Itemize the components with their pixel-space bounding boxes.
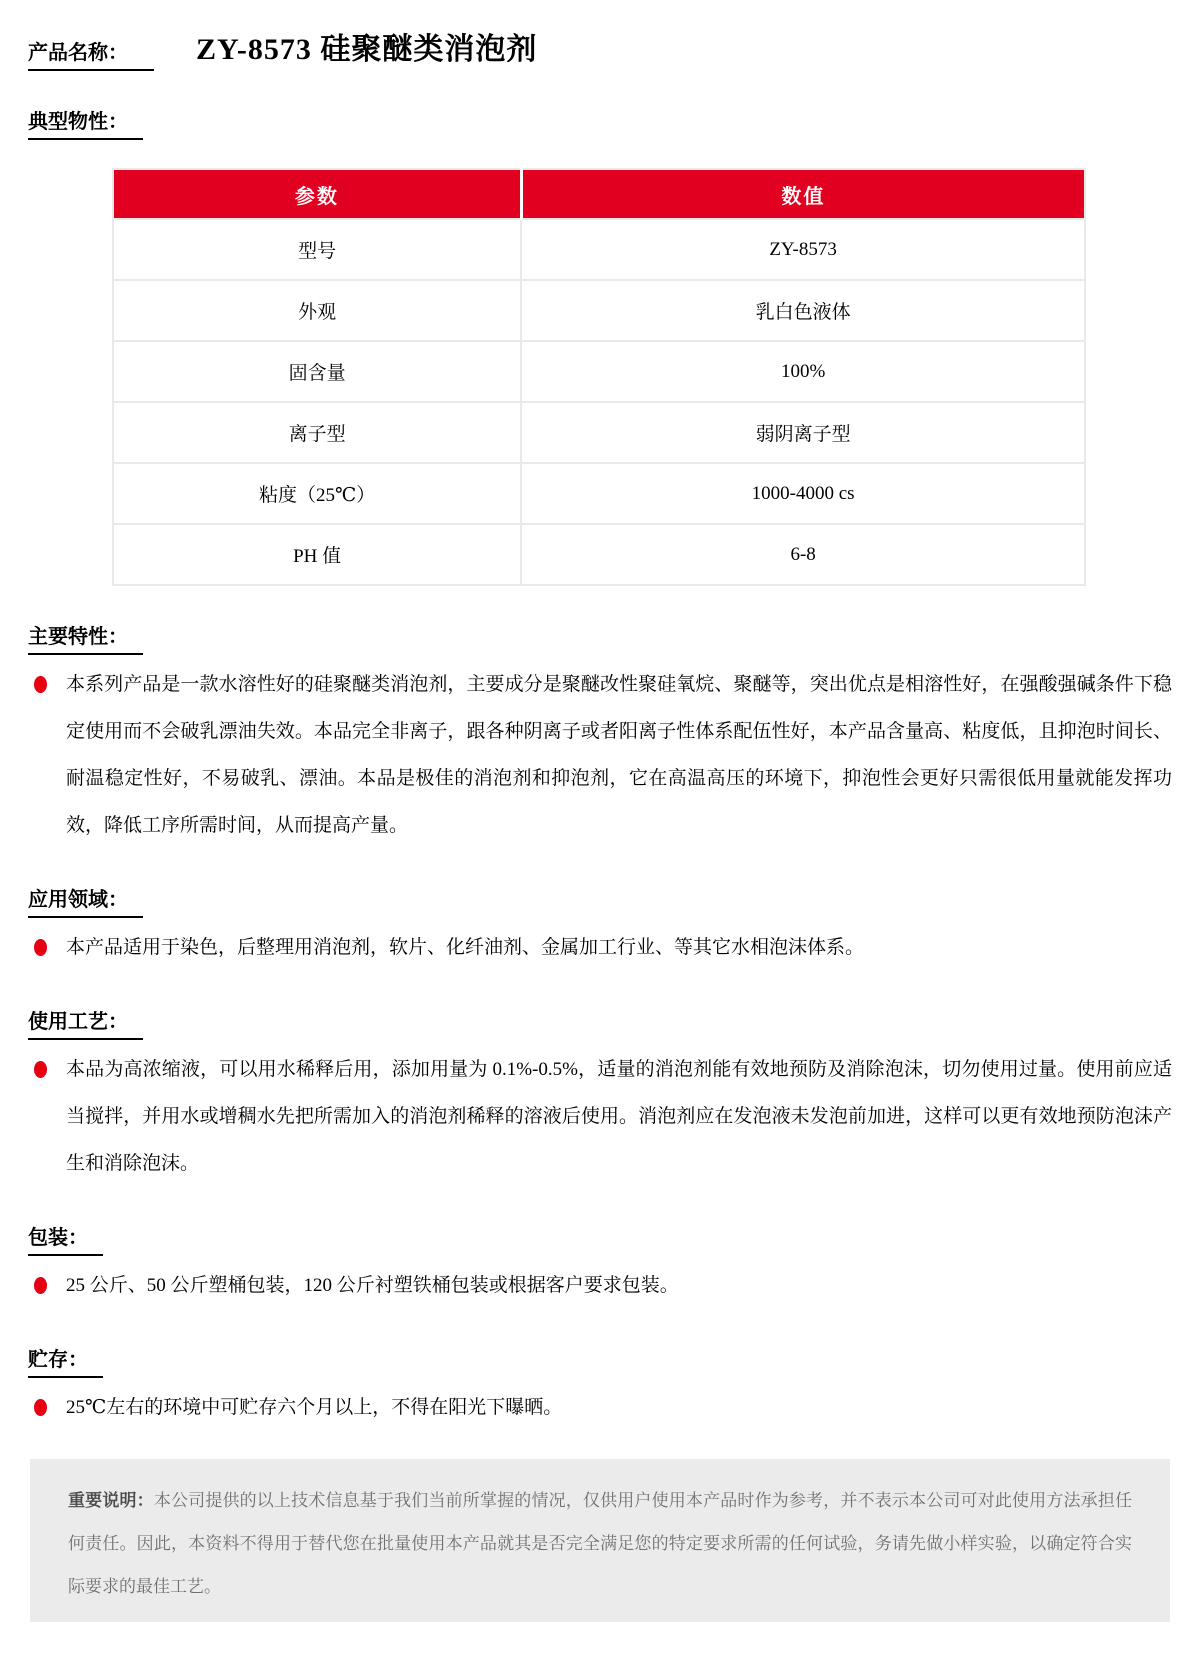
table-cell-param: 粘度（25℃） (113, 463, 521, 524)
bullet-item (28, 1262, 1172, 1309)
table-cell-value: 弱阴离子型 (521, 402, 1085, 463)
table-row (113, 341, 1085, 402)
table-cell-value: 100% (521, 341, 1085, 402)
table-cell-value: 1000-4000 cs (521, 463, 1085, 524)
bullet-text: 25 公斤、50 公斤塑桶包装，120 公斤衬塑铁桶包装或根据客户要求包装。 (66, 1275, 679, 1296)
section-packaging (28, 1221, 1172, 1309)
section-applications (28, 883, 1172, 971)
bullet-text: 25℃左右的环境中可贮存六个月以上，不得在阳光下曝晒。 (66, 1397, 563, 1418)
disclaimer-box (30, 1459, 1170, 1622)
section-heading-storage: 贮存： (28, 1343, 103, 1378)
bullet-icon (34, 1277, 47, 1294)
table-cell-value: ZY-8573 (521, 219, 1085, 280)
bullet-text: 本系列产品是一款水溶性好的硅聚醚类消泡剂，主要成分是聚醚改性聚硅氧烷、聚醚等，突出优点是相溶性好，在强酸强碱条件下稳定使用而不会破乳漂油失效。本品完全非离子，跟各种阴离子或者阳离子性体系配伍性好，本产品含量高、粘度低，且抑泡时间长、耐温稳定性好，不易破乳、漂油。本品是极佳的消泡剂和抑泡剂，它在高温高压的环境下，抑泡性会更好只需很低用量就能发挥功效，降低工序所需时间，从而提高产量。 (66, 674, 1172, 836)
table-header-value: 数值 (521, 169, 1085, 219)
table-cell-value: 6-8 (521, 524, 1085, 585)
bullet-item (28, 661, 1172, 849)
product-name-label: 产品名称： (28, 36, 154, 71)
bullet-icon (34, 676, 47, 693)
table-row (113, 280, 1085, 341)
table-row (113, 219, 1085, 280)
table-cell-value: 乳白色液体 (521, 280, 1085, 341)
product-header (28, 24, 1172, 71)
table-header-row (113, 169, 1085, 219)
table-cell-param: PH 值 (113, 524, 521, 585)
bullet-item (28, 1384, 1172, 1431)
section-storage (28, 1343, 1172, 1431)
bullet-text: 本产品适用于染色，后整理用消泡剂，软片、化纤油剂、金属加工行业、等其它水相泡沫体系。 (66, 937, 865, 958)
bullet-icon (34, 939, 47, 956)
section-heading-features: 主要特性： (28, 620, 143, 655)
table-row (113, 524, 1085, 585)
table-cell-param: 型号 (113, 219, 521, 280)
section-heading-properties: 典型物性： (28, 105, 143, 140)
section-heading-usage: 使用工艺： (28, 1005, 143, 1040)
disclaimer-paragraph (68, 1479, 1132, 1608)
bullet-item (28, 924, 1172, 971)
table-cell-param: 离子型 (113, 402, 521, 463)
bullet-icon (34, 1399, 47, 1416)
section-heading-applications: 应用领域： (28, 883, 143, 918)
table-row (113, 402, 1085, 463)
table-cell-param: 固含量 (113, 341, 521, 402)
table-row (113, 463, 1085, 524)
bullet-text: 本品为高浓缩液，可以用水稀释后用，添加用量为 0.1%-0.5%，适量的消泡剂能有效地预防及消除泡沫，切勿使用过量。使用前应适当搅拌，并用水或增稠水先把所需加入的消泡剂稀释的溶液后使用。消泡剂应在发泡液未发泡前加进，这样可以更有效地预防泡沫产生和消除泡沫。 (66, 1059, 1172, 1174)
table-cell-param: 外观 (113, 280, 521, 341)
section-features (28, 620, 1172, 849)
bullet-item (28, 1046, 1172, 1187)
section-properties (28, 105, 1172, 140)
properties-table (112, 168, 1086, 586)
bullet-icon (34, 1061, 47, 1078)
table-header-param: 参数 (113, 169, 521, 219)
section-heading-packaging: 包装： (28, 1221, 103, 1256)
product-title: ZY-8573 硅聚醚类消泡剂 (196, 33, 538, 66)
disclaimer-label: 重要说明： (68, 1491, 154, 1510)
disclaimer-text: 本公司提供的以上技术信息基于我们当前所掌握的情况，仅供用户使用本产品时作为参考，并不表示本公司可对此使用方法承担任何责任。因此，本资料不得用于替代您在批量使用本产品就其是否完全满足您的特定要求所需的任何试验，务请先做小样实验，以确定符合实际要求的最佳工艺。 (68, 1491, 1133, 1596)
section-usage (28, 1005, 1172, 1187)
